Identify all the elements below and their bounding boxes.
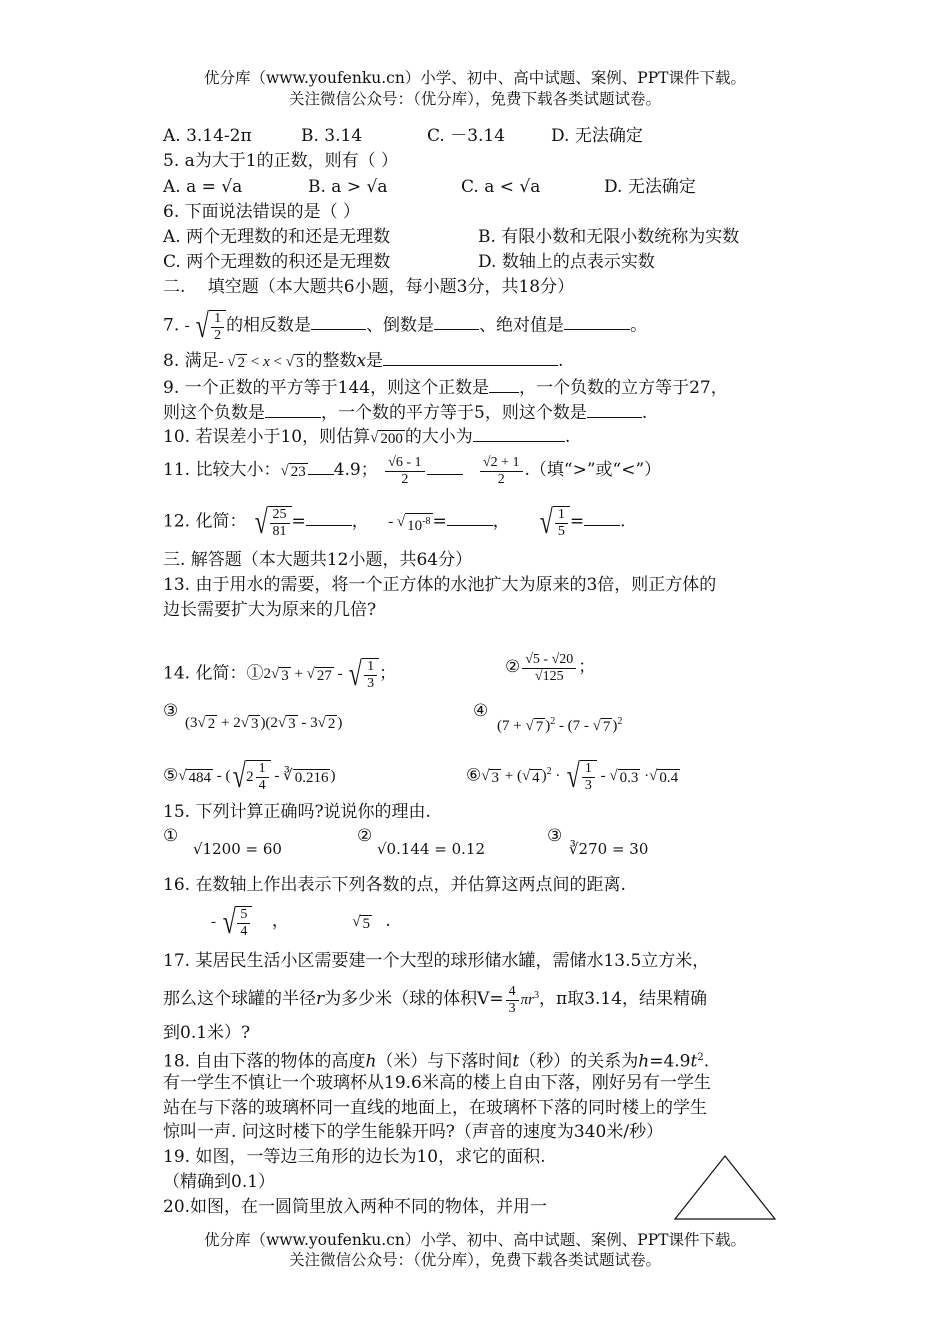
footer-line-2: 关注微信公众号：（优分库），免费下载各类试题试卷。 <box>288 1251 661 1269</box>
q15-expr-2: √0.144 = 0.12 <box>377 840 486 858</box>
section-3-title: 三. 解答题（本大题共12小题，共64分） <box>163 550 473 570</box>
q8-blank[interactable] <box>383 349 558 366</box>
q18-line-2: 有一学生不慎让一个玻璃杯从19.6米高的楼上自由下落，刚好另有一学生 <box>163 1073 711 1093</box>
q13-line-2: 边长需要扩大为原来的几倍? <box>163 600 377 620</box>
q14-item-4-label: ④ <box>473 701 489 721</box>
q15-c3: ③ <box>547 826 563 846</box>
q18-line-3: 站在与下落的玻璃杯同一直线的地面上，在玻璃杯下落的同时楼上的学生 <box>163 1098 707 1118</box>
q13-line-1: 13. 由于用水的需要，将一个正方体的水池扩大为原来的3倍，则正方体的 <box>163 575 717 595</box>
section-2-title: 二. 填空题（本大题共6小题，每小题3分，共18分） <box>163 277 575 297</box>
q16-numbers: - √ $\frac{5}{4}$ ， √ 5 . <box>211 904 391 941</box>
q4-option-a: A. 3.14-2π <box>163 126 252 146</box>
q16-expr-2: √ 5 <box>352 914 370 932</box>
q14-expr-2: $\frac{√5 - √20}{√125}$ <box>520 660 578 676</box>
triangle-shape <box>675 1156 775 1219</box>
q11-blank-1[interactable] <box>308 458 334 475</box>
q15-expr-1: √1200 = 60 <box>193 840 282 858</box>
q8-inequality: - √ 2 < x < √ 3 <box>218 354 304 372</box>
q17-line-2: 那么这个球罐的半径r为多少米（球的体积V= $\frac{4}{3}$ $\pi r^3$，π取3.14，结果精确 <box>163 984 708 1016</box>
q15-c1: ① <box>163 826 179 846</box>
header-line-2: 关注微信公众号：（优分库），免费下载各类试题试卷。 <box>288 90 661 108</box>
q15-expr-3: ∛270 = 30 <box>569 840 649 858</box>
q7-blank-1[interactable] <box>311 313 366 330</box>
q14-item-6: ⑥√ 3 + (√ 4 )$^2$ · √ $\frac{1}{3}$ - √ 0.3 ·√ 0.4 <box>466 758 679 795</box>
q9-blank-2[interactable] <box>265 401 321 418</box>
q5-stem: 5. a为大于1的正数，则有（ ） <box>163 151 398 171</box>
q7-expression: - √ $\frac{1}{2}$ <box>185 318 226 334</box>
q12: 12. 化简： √ $\frac{25}{81}$ = ， - √ $10^{-8}$ = ， √ $\frac{1}{5}$ = . <box>163 504 626 541</box>
q6-option-a: A. 两个无理数的和还是无理数 <box>163 227 391 247</box>
q5-option-d: D. 无法确定 <box>604 177 696 197</box>
q17-volume-formula: $\frac{4}{3}$ $\pi r^3$ <box>504 992 539 1008</box>
q12-expr-3: √ $\frac{1}{5}$ <box>537 514 570 530</box>
q17-line-1: 17. 某居民生活小区需要建一个大型的球形储水罐，需储水13.5立方米， <box>163 951 710 971</box>
q6-option-b: B. 有限小数和无限小数统称为实数 <box>478 227 740 247</box>
q5-option-c: C. a < √a <box>461 177 541 197</box>
q6-options-row-1 <box>163 226 739 248</box>
q12-blank-1[interactable] <box>306 509 352 526</box>
q9-line-1: 9. 一个正数的平方等于144，则这个正数是 ，一个负数的立方等于27， <box>163 378 728 398</box>
q17-line-3: 到0.1米）? <box>163 1023 251 1043</box>
q14-expr-6: √ 3 + (√ 4 )$^2$ · √ $\frac{1}{3}$ - √ 0.3 ·√ 0.4 <box>481 758 679 795</box>
q15-c2: ② <box>357 826 373 846</box>
q12-expr-1: √ $\frac{25}{81}$ <box>252 514 292 530</box>
q11-fraction-1: $\frac{√6 - 1}{2}$ <box>383 463 426 479</box>
q4-options <box>163 125 643 147</box>
q19-line-2: （精确到0.1） <box>163 1172 276 1192</box>
q6-stem: 6. 下面说法错误的是（ ） <box>163 202 361 222</box>
q7: 7. - √ $\frac{1}{2}$ 的相反数是 、倒数是 、绝对值是 。 <box>163 308 648 345</box>
q6-option-c: C. 两个无理数的积还是无理数 <box>163 252 391 272</box>
q14-expr-5: √ 484 - ( √ 2 $\frac{1}{4}$ - ∛ 0.216 ) <box>178 758 336 795</box>
q14-row-1: 14. 化简：①2√ 3 + √ 27 - √ $\frac{1}{3}$ ； <box>163 656 397 693</box>
q9-blank-1[interactable] <box>489 376 519 393</box>
q4-option-c: C. －3.14 <box>427 126 506 146</box>
q7-blank-3[interactable] <box>564 313 630 330</box>
q10-sqrt-200: √ 200 <box>370 430 403 448</box>
q20-line-1: 20.如图，在一圆筒里放入两种不同的物体，并用一 <box>163 1197 548 1217</box>
q14-item-2: ② $\frac{√5 - √20}{√125}$ ； <box>505 652 596 684</box>
q11: 11. 比较大小：√ 23 4.9； $\frac{√6 - 1}{2}$ $\frac{√2 + 1}{2}$ .（填“>”或“<”） <box>163 455 662 487</box>
footer-line-1: 优分库（www.youfenku.cn）小学、初中、高中试题、案例、PPT课件下载。 <box>203 1231 747 1249</box>
q10: 10. 若误差小于10，则估算√ 200 的大小为 . <box>163 427 571 448</box>
q6-option-d: D. 数轴上的点表示实数 <box>478 252 655 272</box>
q4-option-b: B. 3.14 <box>301 126 363 146</box>
q11-blank-2[interactable] <box>427 458 463 475</box>
q9-blank-3[interactable] <box>587 401 642 418</box>
q16-stem: 16. 在数轴上作出表示下列各数的点，并估算这两点间的距离. <box>163 875 626 895</box>
q5-options <box>163 176 696 198</box>
q7-blank-2[interactable] <box>434 313 479 330</box>
q14-expr-3: (3√ 2 + 2√ 3 )(2√ 3 - 3√ 2 ) <box>185 715 343 733</box>
q6-options-row-2 <box>163 251 655 273</box>
q18-line-1: 18. 自由下落的物体的高度h（米）与下落时间t（秒）的关系为$h=4.9t^2$. <box>163 1051 710 1072</box>
q18-line-4: 惊叫一声. 问这时楼下的学生能躲开吗?（声音的速度为340米/秒） <box>163 1122 664 1142</box>
q11-sqrt-23: √ 23 <box>280 462 306 480</box>
q15-stem: 15. 下列计算正确吗?说说你的理由. <box>163 802 431 822</box>
q5-option-b: B. a > √a <box>308 177 388 197</box>
q16-expr-1: - √ $\frac{5}{4}$ <box>211 914 252 930</box>
q9-line-2: 则这个负数是 ，一个数的平方等于5，则这个数是 . <box>163 403 648 423</box>
equilateral-triangle-figure <box>670 1152 780 1224</box>
q5-option-a: A. a = √a <box>163 177 243 197</box>
q10-blank[interactable] <box>473 425 565 442</box>
q11-fraction-2: $\frac{√2 + 1}{2}$ <box>478 463 525 479</box>
header-line-1: 优分库（www.youfenku.cn）小学、初中、高中试题、案例、PPT课件下载。 <box>203 69 747 87</box>
q14-expr-1: 2√ 3 + √ 27 - √ $\frac{1}{3}$ <box>263 666 379 682</box>
q4-option-d: D. 无法确定 <box>551 126 643 146</box>
q19-line-1: 19. 如图，一等边三角形的边长为10，求它的面积. <box>163 1147 546 1167</box>
q8: 8. 满足- √ 2 < x < √ 3 的整数x是 . <box>163 351 564 372</box>
q14-expr-4: (7 + √ 7 )$^2$ - (7 - √ 7 )$^2$ <box>497 716 623 736</box>
q12-blank-3[interactable] <box>584 509 620 526</box>
q14-item-5: ⑤√ 484 - ( √ 2 $\frac{1}{4}$ - ∛ 0.216 ) <box>163 758 336 795</box>
q12-blank-2[interactable] <box>447 509 493 526</box>
q12-expr-2: - √ $10^{-8}$ <box>388 514 431 534</box>
q14-item-3-label: ③ <box>163 701 179 721</box>
